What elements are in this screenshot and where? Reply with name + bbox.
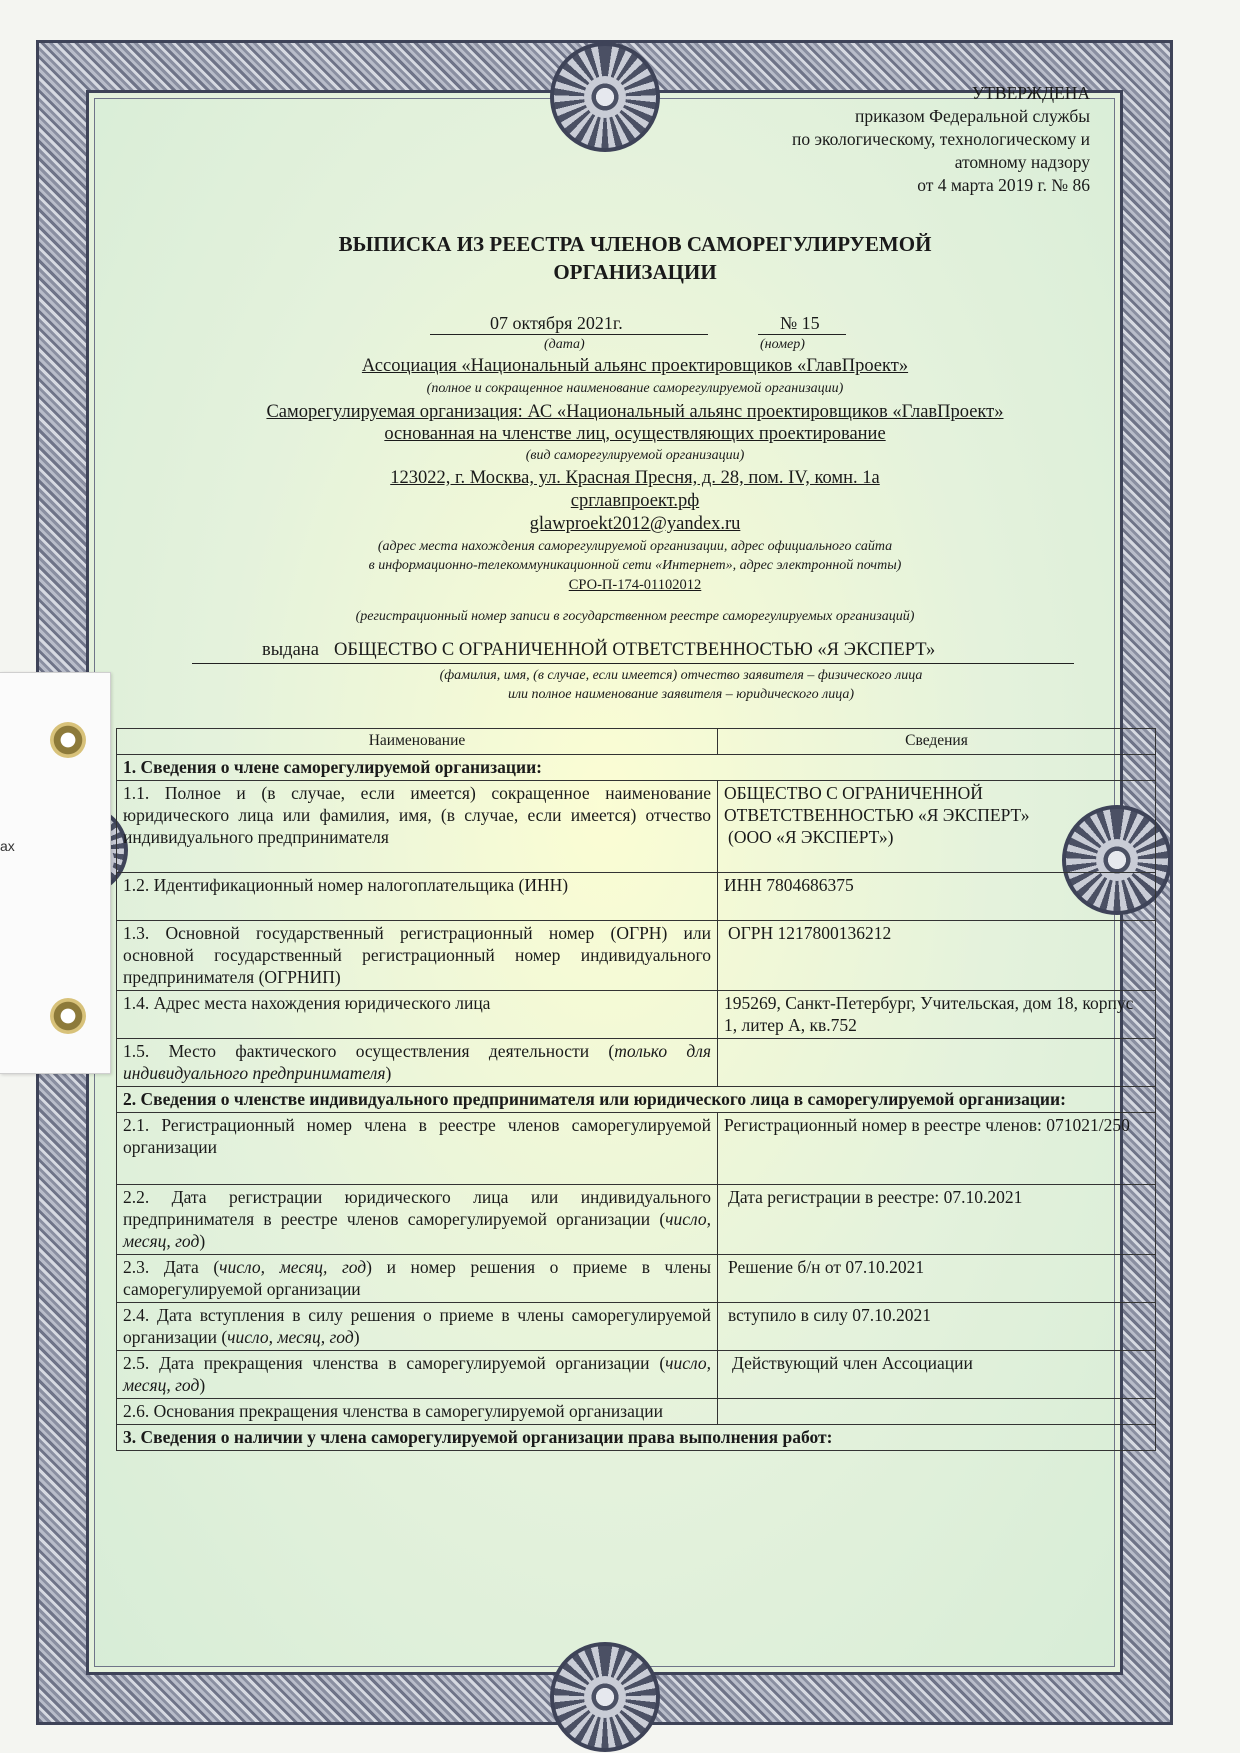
grommet-bottom-icon [50,998,86,1034]
date-caption: (дата) [544,337,585,352]
org-full-name: Ассоциация «Национальный альянс проектировщиков «ГлавПроект» [361,356,909,376]
column-header-details: Сведения [718,729,1156,755]
issued-to-name: ОБЩЕСТВО С ОГРАНИЧЕННОЙ ОТВЕТСТВЕННОСТЬЮ «Я ЭКСПЕРТ» [334,640,936,660]
org-reg-caption: (регистрационный номер записи в государственном реестре саморегулируемых организаций) [355,609,915,624]
document-title [130,230,1140,286]
org-name-caption: (полное и сокращенное наименование саморегулируемой организации) [426,381,844,396]
issued-to-label: выдана [262,640,319,660]
row-2-4-label: 2.4. Дата вступления в силу решения о приеме в члены саморегулируемой организации (число, месяц, год) [117,1303,718,1351]
title-line: ВЫПИСКА ИЗ РЕЕСТРА ЧЛЕНОВ САМОРЕГУЛИРУЕМОЙ [338,232,932,256]
approval-line: по экологическому, технологическому и [792,129,1090,149]
row-1-1-value-name: ОБЩЕСТВО С ОГРАНИЧЕННОЙ ОТВЕТСТВЕННОСТЬЮ «Я ЭКСПЕРТ» [724,783,1030,825]
approval-line: от 4 марта 2019 г. № 86 [917,175,1090,195]
row-1-1-value-short: (ООО «Я ЭКСПЕРТ») [728,827,894,847]
row-2-2-label: 2.2. Дата регистрации юридического лица или индивидуального предпринимателя в реестре членов саморегулируемой организации (число, месяц, год) [117,1185,718,1255]
table-row [117,1113,1156,1185]
row-1-4-value: 195269, Санкт-Петербург, Учительская, дом 18, корпус 1, литер А, кв.752 [718,991,1156,1039]
org-reg-number: СРО-П-174-01102012 [568,577,702,593]
row-1-2-label: 1.2. Идентификационный номер налогоплательщика (ИНН) [117,873,718,921]
rosette-top-ornament [550,42,660,152]
org-address-caption-2: в информационно-телекоммуникационной сети «Интернет», адрес электронной почты) [368,558,902,573]
row-2-4-value: вступило в силу 07.10.2021 [718,1303,1156,1351]
row-1-5-value [718,1039,1156,1087]
row-1-1-label: 1.1. Полное и (в случае, если имеется) сокращенное наименование юридического лица или фамилия, имя, (в случае, если имеется) отчество индивидуального предпринимателя [117,781,718,873]
issue-number: № 15 [780,313,820,333]
org-type-line2: основанная на членстве лиц, осуществляющих проектирование [384,424,886,444]
row-2-1-value: Регистрационный номер в реестре членов: 071021/250 [718,1113,1156,1185]
row-2-3-label: 2.3. Дата (число, месяц, год) и номер решения о приеме в члены саморегулируемой организации [117,1255,718,1303]
date-underline [430,334,708,335]
table-row [117,1399,1156,1425]
org-email: glawproekt2012@yandex.ru [529,514,741,534]
org-site: срглавпроект.рф [570,491,700,511]
table-header-row [117,729,1156,755]
row-1-3-value: ОГРН 1217800136212 [718,921,1156,991]
section-row-2 [117,1087,1156,1113]
row-2-6-value [718,1399,1156,1425]
org-address: 123022, г. Москва, ул. Красная Пресня, д. 28, пом. IV, комн. 1а [390,468,880,488]
row-2-2-value: Дата регистрации в реестре: 07.10.2021 [718,1185,1156,1255]
table-row [117,1185,1156,1255]
issue-date: 07 октября 2021г. [490,313,623,333]
approval-line: УТВЕРЖДЕНА [971,83,1090,103]
section-1-title: 1. Сведения о члене саморегулируемой организации: [117,755,1156,781]
issued-to-caption-1: (фамилия, имя, (в случае, если имеется) отчество заявителя – физического лица [439,668,923,683]
row-1-4-label: 1.4. Адрес места нахождения юридического лица [117,991,718,1039]
approval-line: атомному надзору [954,152,1090,172]
org-type-caption: (вид саморегулируемой организации) [525,448,745,463]
section-3-title: 3. Сведения о наличии у члена саморегулируемой организации права выполнения работ: [117,1425,1156,1451]
number-caption: (номер) [760,337,805,352]
number-underline [758,334,846,335]
org-type-line1: Саморегулируемая организация: АС «Национальный альянс проектировщиков «ГлавПроект» [266,402,1004,422]
table-row [117,991,1156,1039]
table-row [117,1039,1156,1087]
row-2-6-label: 2.6. Основания прекращения членства в саморегулируемой организации [117,1399,718,1425]
row-1-5-label: 1.5. Место фактического осуществления деятельности (только для индивидуального предпринимателя) [117,1039,718,1087]
row-1-3-label: 1.3. Основной государственный регистрационный номер (ОГРН) или основной государственный регистрационный номер индивидуального предпринимателя (ОГРНИП) [117,921,718,991]
column-header-name: Наименование [117,729,718,755]
approval-line: приказом Федеральной службы [855,106,1090,126]
row-2-5-label: 2.5. Дата прекращения членства в саморегулируемой организации (число, месяц, год) [117,1351,718,1399]
grommet-top-icon [50,722,86,758]
registry-table [116,728,1156,1451]
issued-to-caption-2: или полное наименование заявителя – юридического лица) [507,687,855,702]
title-line: ОРГАНИЗАЦИИ [553,260,717,284]
approval-block [792,82,1090,197]
rosette-bottom-ornament [550,1642,660,1752]
row-2-1-label: 2.1. Регистрационный номер члена в реестре членов саморегулируемой организации [117,1113,718,1185]
row-2-5-value: Действующий член Ассоциации [718,1351,1156,1399]
row-1-1-value [718,781,1156,873]
section-row-1 [117,755,1156,781]
row-2-3-value: Решение б/н от 07.10.2021 [718,1255,1156,1303]
side-text-fragment: ах [0,838,15,854]
table-row [117,1255,1156,1303]
table-row [117,781,1156,873]
table-row [117,921,1156,991]
section-row-3 [117,1425,1156,1451]
table-row [117,1303,1156,1351]
issued-to-underline [192,663,1074,664]
org-address-caption-1: (адрес места нахождения саморегулируемой организации, адрес официального сайта [377,539,893,554]
section-2-title: 2. Сведения о членстве индивидуального предпринимателя или юридического лица в саморегулируемой организации: [117,1087,1156,1113]
table-row [117,1351,1156,1399]
table-row [117,873,1156,921]
row-1-2-value: ИНН 7804686375 [718,873,1156,921]
